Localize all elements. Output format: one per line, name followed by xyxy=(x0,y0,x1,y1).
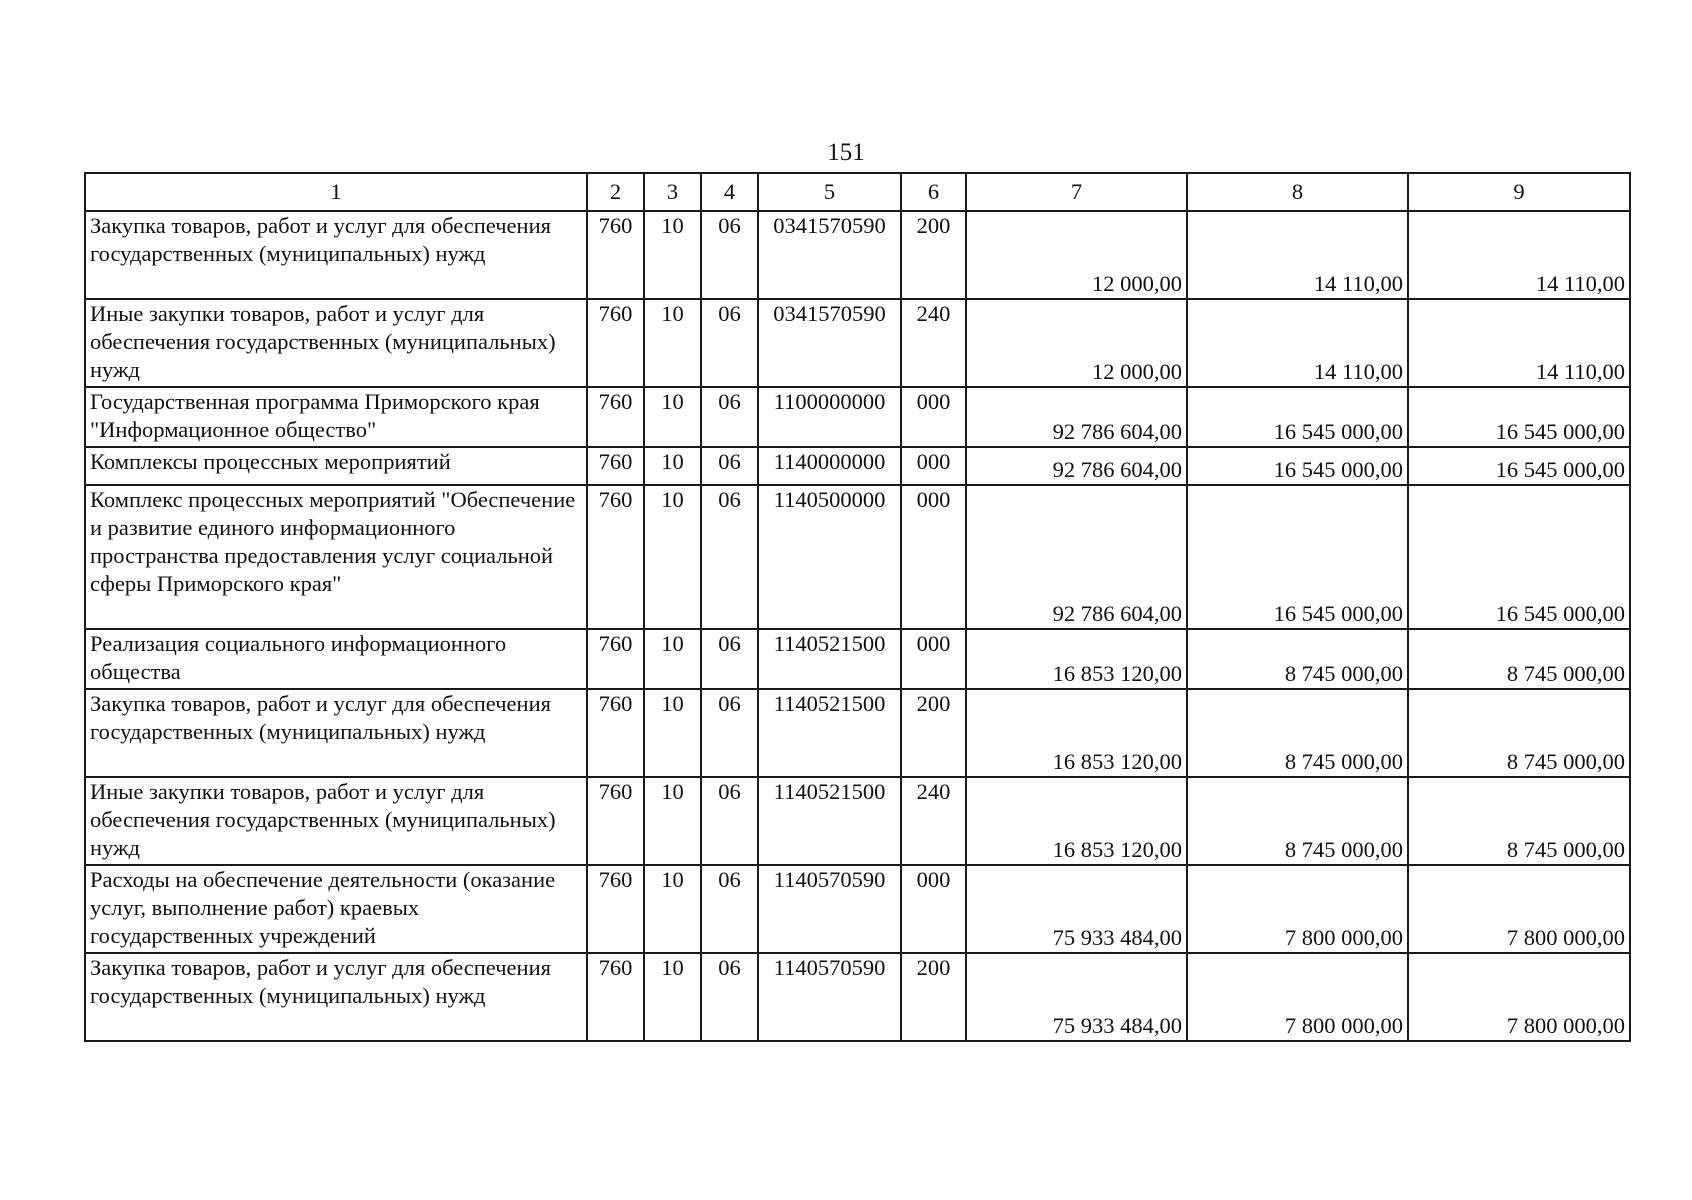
code-cell: 06 xyxy=(701,485,758,629)
amount-cell: 16 853 120,00 xyxy=(966,777,1187,865)
code-cell: 760 xyxy=(587,299,644,387)
code-cell: 06 xyxy=(701,953,758,1041)
code-cell: 000 xyxy=(901,865,966,953)
amount-cell: 14 110,00 xyxy=(1187,211,1408,299)
row-description: Иные закупки товаров, работ и услуг для обеспечения государственных (муниципальных) нужд xyxy=(85,777,587,865)
table-row xyxy=(85,865,1630,953)
code-cell: 10 xyxy=(644,777,701,865)
code-cell: 10 xyxy=(644,485,701,629)
column-header: 6 xyxy=(901,173,966,211)
amount-cell: 14 110,00 xyxy=(1408,299,1630,387)
code-cell: 10 xyxy=(644,865,701,953)
column-header: 1 xyxy=(85,173,587,211)
row-description: Расходы на обеспечение деятельности (оказание услуг, выполнение работ) краевых государственных учреждений xyxy=(85,865,587,953)
column-header: 8 xyxy=(1187,173,1408,211)
table-row xyxy=(85,485,1630,629)
amount-cell: 7 800 000,00 xyxy=(1408,865,1630,953)
code-cell: 240 xyxy=(901,299,966,387)
code-cell: 760 xyxy=(587,485,644,629)
table-row xyxy=(85,777,1630,865)
code-cell: 200 xyxy=(901,211,966,299)
row-description: Закупка товаров, работ и услуг для обеспечения государственных (муниципальных) нужд xyxy=(85,953,587,1041)
code-cell: 10 xyxy=(644,953,701,1041)
code-cell: 200 xyxy=(901,689,966,777)
code-cell: 06 xyxy=(701,299,758,387)
code-cell: 10 xyxy=(644,299,701,387)
code-cell: 06 xyxy=(701,689,758,777)
code-cell: 0341570590 xyxy=(758,211,901,299)
code-cell: 10 xyxy=(644,211,701,299)
row-description: Закупка товаров, работ и услуг для обеспечения государственных (муниципальных) нужд xyxy=(85,689,587,777)
code-cell: 10 xyxy=(644,447,701,485)
table-row xyxy=(85,387,1630,447)
code-cell: 1140570590 xyxy=(758,953,901,1041)
row-description: Комплексы процессных мероприятий xyxy=(85,447,587,485)
code-cell: 06 xyxy=(701,865,758,953)
amount-cell: 16 545 000,00 xyxy=(1408,387,1630,447)
code-cell: 10 xyxy=(644,387,701,447)
amount-cell: 7 800 000,00 xyxy=(1408,953,1630,1041)
code-cell: 000 xyxy=(901,447,966,485)
code-cell: 06 xyxy=(701,629,758,689)
row-description: Закупка товаров, работ и услуг для обеспечения государственных (муниципальных) нужд xyxy=(85,211,587,299)
code-cell: 760 xyxy=(587,387,644,447)
column-header: 9 xyxy=(1408,173,1630,211)
code-cell: 240 xyxy=(901,777,966,865)
code-cell: 1140521500 xyxy=(758,777,901,865)
code-cell: 760 xyxy=(587,447,644,485)
amount-cell: 75 933 484,00 xyxy=(966,865,1187,953)
amount-cell: 8 745 000,00 xyxy=(1408,777,1630,865)
page-number: 151 xyxy=(827,139,865,166)
budget-table xyxy=(84,172,1631,1042)
code-cell: 1140521500 xyxy=(758,689,901,777)
code-cell: 1140521500 xyxy=(758,629,901,689)
amount-cell: 75 933 484,00 xyxy=(966,953,1187,1041)
amount-cell: 16 545 000,00 xyxy=(1408,485,1630,629)
code-cell: 06 xyxy=(701,777,758,865)
column-header: 4 xyxy=(701,173,758,211)
code-cell: 1100000000 xyxy=(758,387,901,447)
code-cell: 06 xyxy=(701,387,758,447)
row-description: Комплекс процессных мероприятий "Обеспечение и развитие единого информационного пространства предоставления услуг социальной сферы Приморского края" xyxy=(85,485,587,629)
amount-cell: 14 110,00 xyxy=(1187,299,1408,387)
code-cell: 000 xyxy=(901,387,966,447)
code-cell: 760 xyxy=(587,865,644,953)
code-cell: 06 xyxy=(701,447,758,485)
column-header: 7 xyxy=(966,173,1187,211)
code-cell: 000 xyxy=(901,485,966,629)
amount-cell: 7 800 000,00 xyxy=(1187,953,1408,1041)
code-cell: 760 xyxy=(587,629,644,689)
amount-cell: 8 745 000,00 xyxy=(1408,629,1630,689)
code-cell: 1140500000 xyxy=(758,485,901,629)
amount-cell: 14 110,00 xyxy=(1408,211,1630,299)
table-header-row xyxy=(85,173,1630,211)
amount-cell: 92 786 604,00 xyxy=(966,447,1187,485)
table-row xyxy=(85,953,1630,1041)
row-description: Иные закупки товаров, работ и услуг для обеспечения государственных (муниципальных) нужд xyxy=(85,299,587,387)
column-header: 5 xyxy=(758,173,901,211)
code-cell: 10 xyxy=(644,689,701,777)
amount-cell: 16 853 120,00 xyxy=(966,689,1187,777)
amount-cell: 16 545 000,00 xyxy=(1408,447,1630,485)
amount-cell: 8 745 000,00 xyxy=(1187,777,1408,865)
column-header: 3 xyxy=(644,173,701,211)
amount-cell: 16 545 000,00 xyxy=(1187,485,1408,629)
amount-cell: 16 545 000,00 xyxy=(1187,387,1408,447)
table-row xyxy=(85,689,1630,777)
amount-cell: 16 545 000,00 xyxy=(1187,447,1408,485)
code-cell: 1140000000 xyxy=(758,447,901,485)
row-description: Реализация социального информационного общества xyxy=(85,629,587,689)
amount-cell: 12 000,00 xyxy=(966,211,1187,299)
row-description: Государственная программа Приморского края "Информационное общество" xyxy=(85,387,587,447)
amount-cell: 7 800 000,00 xyxy=(1187,865,1408,953)
code-cell: 06 xyxy=(701,211,758,299)
code-cell: 10 xyxy=(644,629,701,689)
table-row xyxy=(85,211,1630,299)
amount-cell: 8 745 000,00 xyxy=(1408,689,1630,777)
table-row xyxy=(85,299,1630,387)
code-cell: 0341570590 xyxy=(758,299,901,387)
amount-cell: 16 853 120,00 xyxy=(966,629,1187,689)
table-row xyxy=(85,447,1630,485)
code-cell: 760 xyxy=(587,953,644,1041)
amount-cell: 12 000,00 xyxy=(966,299,1187,387)
code-cell: 760 xyxy=(587,777,644,865)
table-row xyxy=(85,629,1630,689)
amount-cell: 8 745 000,00 xyxy=(1187,629,1408,689)
amount-cell: 92 786 604,00 xyxy=(966,485,1187,629)
code-cell: 200 xyxy=(901,953,966,1041)
code-cell: 000 xyxy=(901,629,966,689)
amount-cell: 8 745 000,00 xyxy=(1187,689,1408,777)
code-cell: 760 xyxy=(587,689,644,777)
code-cell: 1140570590 xyxy=(758,865,901,953)
amount-cell: 92 786 604,00 xyxy=(966,387,1187,447)
column-header: 2 xyxy=(587,173,644,211)
code-cell: 760 xyxy=(587,211,644,299)
